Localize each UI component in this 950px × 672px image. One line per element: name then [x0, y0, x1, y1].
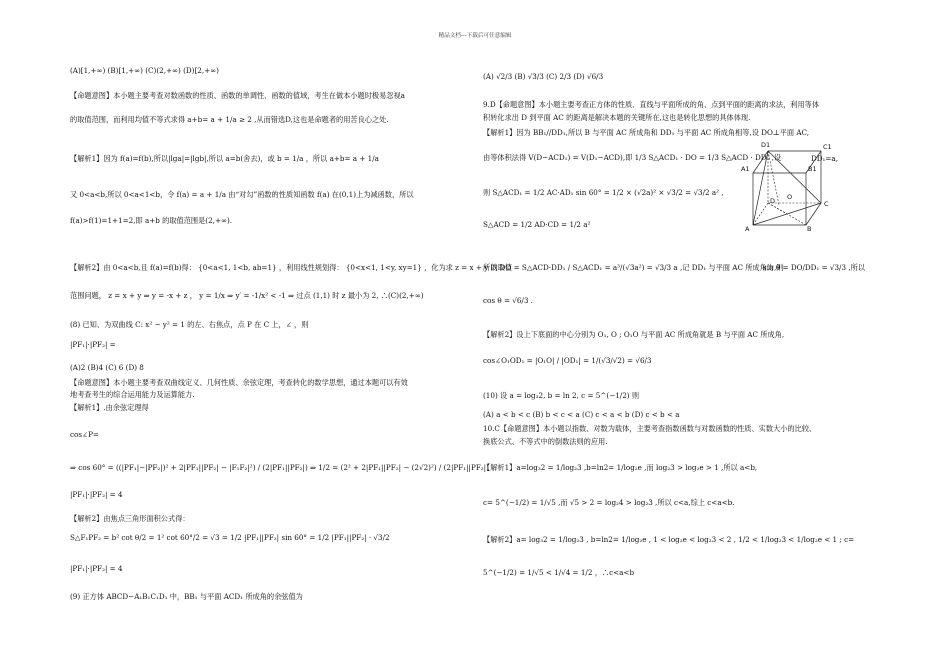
cube-label-b: B: [807, 225, 812, 233]
q8-intent-cont: 地考查考生的综合运用能力及运算能力.: [70, 390, 195, 399]
q8-result-2: |PF₁|·|PF₂| = 4: [70, 564, 123, 573]
q7-solution-1: 【解析1】因为 f(a)=f(b),所以|lga|=|lgb|,所以 a=b(舍去)，或 b = 1/a ，所以 a+b= a + 1/a: [70, 154, 379, 163]
q10-intent: 10.C【命题意图】本小题以指数、对数为载体，主要考查指数函数与对数函数的性质、实数大小的比较、: [483, 424, 817, 433]
q8-cos-formula: cos∠P=: [70, 430, 99, 439]
q10-question: (10) 设 a = log₃2, b = ln 2, c = 5^(−1/2) 则: [483, 391, 640, 400]
q8-question-expr: |PF₁|·|PF₂| =: [70, 340, 116, 349]
q8-cos60-derivation: ⇒ cos 60° = ((|PF₁|−|PF₂|)² + 2|PF₁||PF₂| − |F₁F₂|²) / (2|PF₁||PF₂|) ⇒ 1/2 = (2² + 2|PF₁||PF₂| − (2√2)²) / (2|PF₁||PF₂|): [70, 463, 489, 472]
q9-solution-2: 【解析2】设上下底面的中心分别为 O₁, O ; O₁O 与平面 AC 所成角就是 B 与平面 AC 所成角,: [483, 330, 785, 339]
q9-area-acd: S△ACD = 1/2 AD·CD = 1/2 a²: [483, 220, 591, 229]
q8-result-1: |PF₁|·|PF₂| = 4: [70, 490, 123, 499]
q9-intent: 9.D【命题意图】本小题主要考查正方体的性质、直线与平面所成的角、点到平面的距离的求法，利用等体: [483, 100, 820, 109]
q9-cos-theta: cos θ = √6/3 .: [483, 296, 533, 305]
cube-label-c: C: [824, 200, 829, 208]
q10-solution-2-cont: 5^(−1/2) = 1/√5 < 1/√4 = 1/2 ，∴c<a<b: [483, 568, 635, 577]
q8-area-formula: S△F₁PF₂ = b² cot θ/2 = 1² cot 60°/2 = √3 = 1/2 |PF₁||PF₂| sin 60° = 1/2 |PF₁||PF₂| · √3/2: [70, 533, 390, 542]
q9-do: 所以 DO = S△ACD·DD₁ / S△ACD₁ = a³/(√3a²) = √3/3 a ,记 DD₁ 与平面 AC 所成角为,则: [483, 263, 784, 272]
cube-label-d: D: [770, 197, 776, 205]
q7-intent: 【命题意图】本小题主要考查对数函数的性质、函数的单调性、函数的值域，考生在做本小题时极易忽视a: [70, 91, 405, 100]
q8-solution-2: 【解析2】由焦点三角形面积公式得：: [70, 514, 190, 523]
cube-label-o: O: [787, 193, 793, 201]
q9-options: (A) √2/3 (B) √3/3 (C) 2/3 (D) √6/3: [483, 72, 604, 81]
cube-label-d1: D1: [761, 141, 771, 149]
q8-question: (8) 已知、为双曲线 C: x² − y² = 1 的左、右焦点，点 P 在 C 上，∠ ，则: [70, 320, 309, 329]
cube-svg: [743, 143, 843, 233]
cube-label-a1: A1: [741, 165, 750, 173]
q9-dd1: DD₁=a,: [811, 154, 838, 163]
cube-label-a: A: [745, 225, 750, 233]
q7-solution-1-cont: 又 0<a<b,所以 0<a<1<b，令 f(a) = a + 1/a 由“对勾”函数的性质知函数 f(a) 在(0,1)上为减函数，所以: [70, 190, 414, 199]
q7-intent-cont: 的取值范围，而利用均值不等式求得 a+b= a + 1/a ≥ 2 ,从而错选D,这也是命题者的用苦良心之处.: [70, 115, 389, 124]
cube-diagram: [743, 143, 843, 235]
q9-question: (9) 正方体 ABCD−A₁B₁C₁D₁ 中，BB₁ 与平面 ACD₁ 所成角的余弦值为: [70, 592, 303, 601]
cube-label-b1: B1: [808, 165, 817, 173]
q10-solution-1: 【解析1】a=log₃2 = 1/log₂3 ,b=ln2= 1/log₂e ,而 log₂3 > log₂e > 1 ,所以 a<b,: [483, 463, 758, 472]
q7-solution-1-result: f(a)>f(1)=1+1=2,即 a+b 的取值范围是(2,+∞).: [70, 216, 233, 225]
page-header: 精品文档---下载后可任意编辑: [438, 33, 512, 39]
q7-options: (A)[1,+∞) (B)[1,+∞) (C)(2,+∞) (D)[2,+∞): [70, 66, 219, 75]
q10-options: (A) a < b < c (B) b < c < a (C) c < a < b (D) c < b < a: [483, 410, 680, 419]
q8-intent: 【命题意图】本小题主要考查双曲线定义、几何性质、余弦定理，考查转化的数学思想，通过本题可以有效: [70, 378, 408, 387]
q10-solution-1-cont: c= 5^(−1/2) = 1/√5 ,而 √5 > 2 = log₂4 > log₂3 ,所以 c<a,综上 c<a<b.: [483, 498, 735, 507]
q8-solution-1: 【解析1】.由余弦定理得: [70, 403, 149, 412]
q8-options: (A)2 (B)4 (C) 6 (D) 8: [70, 363, 144, 372]
q9-intent-cont: 积转化求出 D 到平面 AC 的距离是解决本题的关键所在,这也是转化思想的具体体现.: [483, 113, 751, 122]
q10-solution-2: 【解析2】a= log₃2 = 1/log₂3 , b=ln2= 1/log₂e , 1 < log₂e < log₂3 < 2 , 1/2 < 1/log₂3 < 1/log₂e < 1 ; c=: [483, 535, 855, 544]
q9-volume-eq: 由等体积法得 V(D−ACD₁) = V(D₁−ACD),即 1/3 S△ACD₁ · DO = 1/3 S△ACD · DD₁ ,设: [483, 153, 782, 162]
q7-solution-2-cont: 范围问题， z = x + y ⇒ y = -x + z ， y = 1/x ⇒ y′ = -1/x² < -1 ⇒ 过点 (1,1) 时 z 最小为 2, ∴(C)(2,+∞): [70, 291, 424, 300]
q9-area-acd1: 则 S△ACD₁ = 1/2 AC·AD₁ sin 60° = 1/2 × (√2a)² × √3/2 = √3/2 a² ,: [483, 188, 724, 197]
q10-intent-cont: 换底公式、不等式中的倒数法则的应用.: [483, 437, 608, 446]
cube-label-c1: C1: [823, 143, 832, 151]
q9-solution-1: 【解析1】因为 BB₁//DD₁,所以 B 与平面 AC 所成角和 DD₁ 与平面 AC 所成角相等,设 DO⊥平面 AC,: [483, 128, 810, 137]
q9-sin-theta: sin θ = DO/DD₁ = √3/3 ,所以: [763, 263, 865, 272]
q9-cos-angle: cos∠O₁OD₁ = |O₁O| / |OD₁| = 1/(√3/√2) = √6/3: [483, 356, 652, 365]
q7-solution-2: 【解析2】由 0<a<b,且 f(a)=f(b)得： {0<a<1, 1<b, ab=1} ，利用线性规划得： {0<x<1, 1<y, xy=1} ，化为求 z = x + y 的取值: [70, 263, 513, 272]
